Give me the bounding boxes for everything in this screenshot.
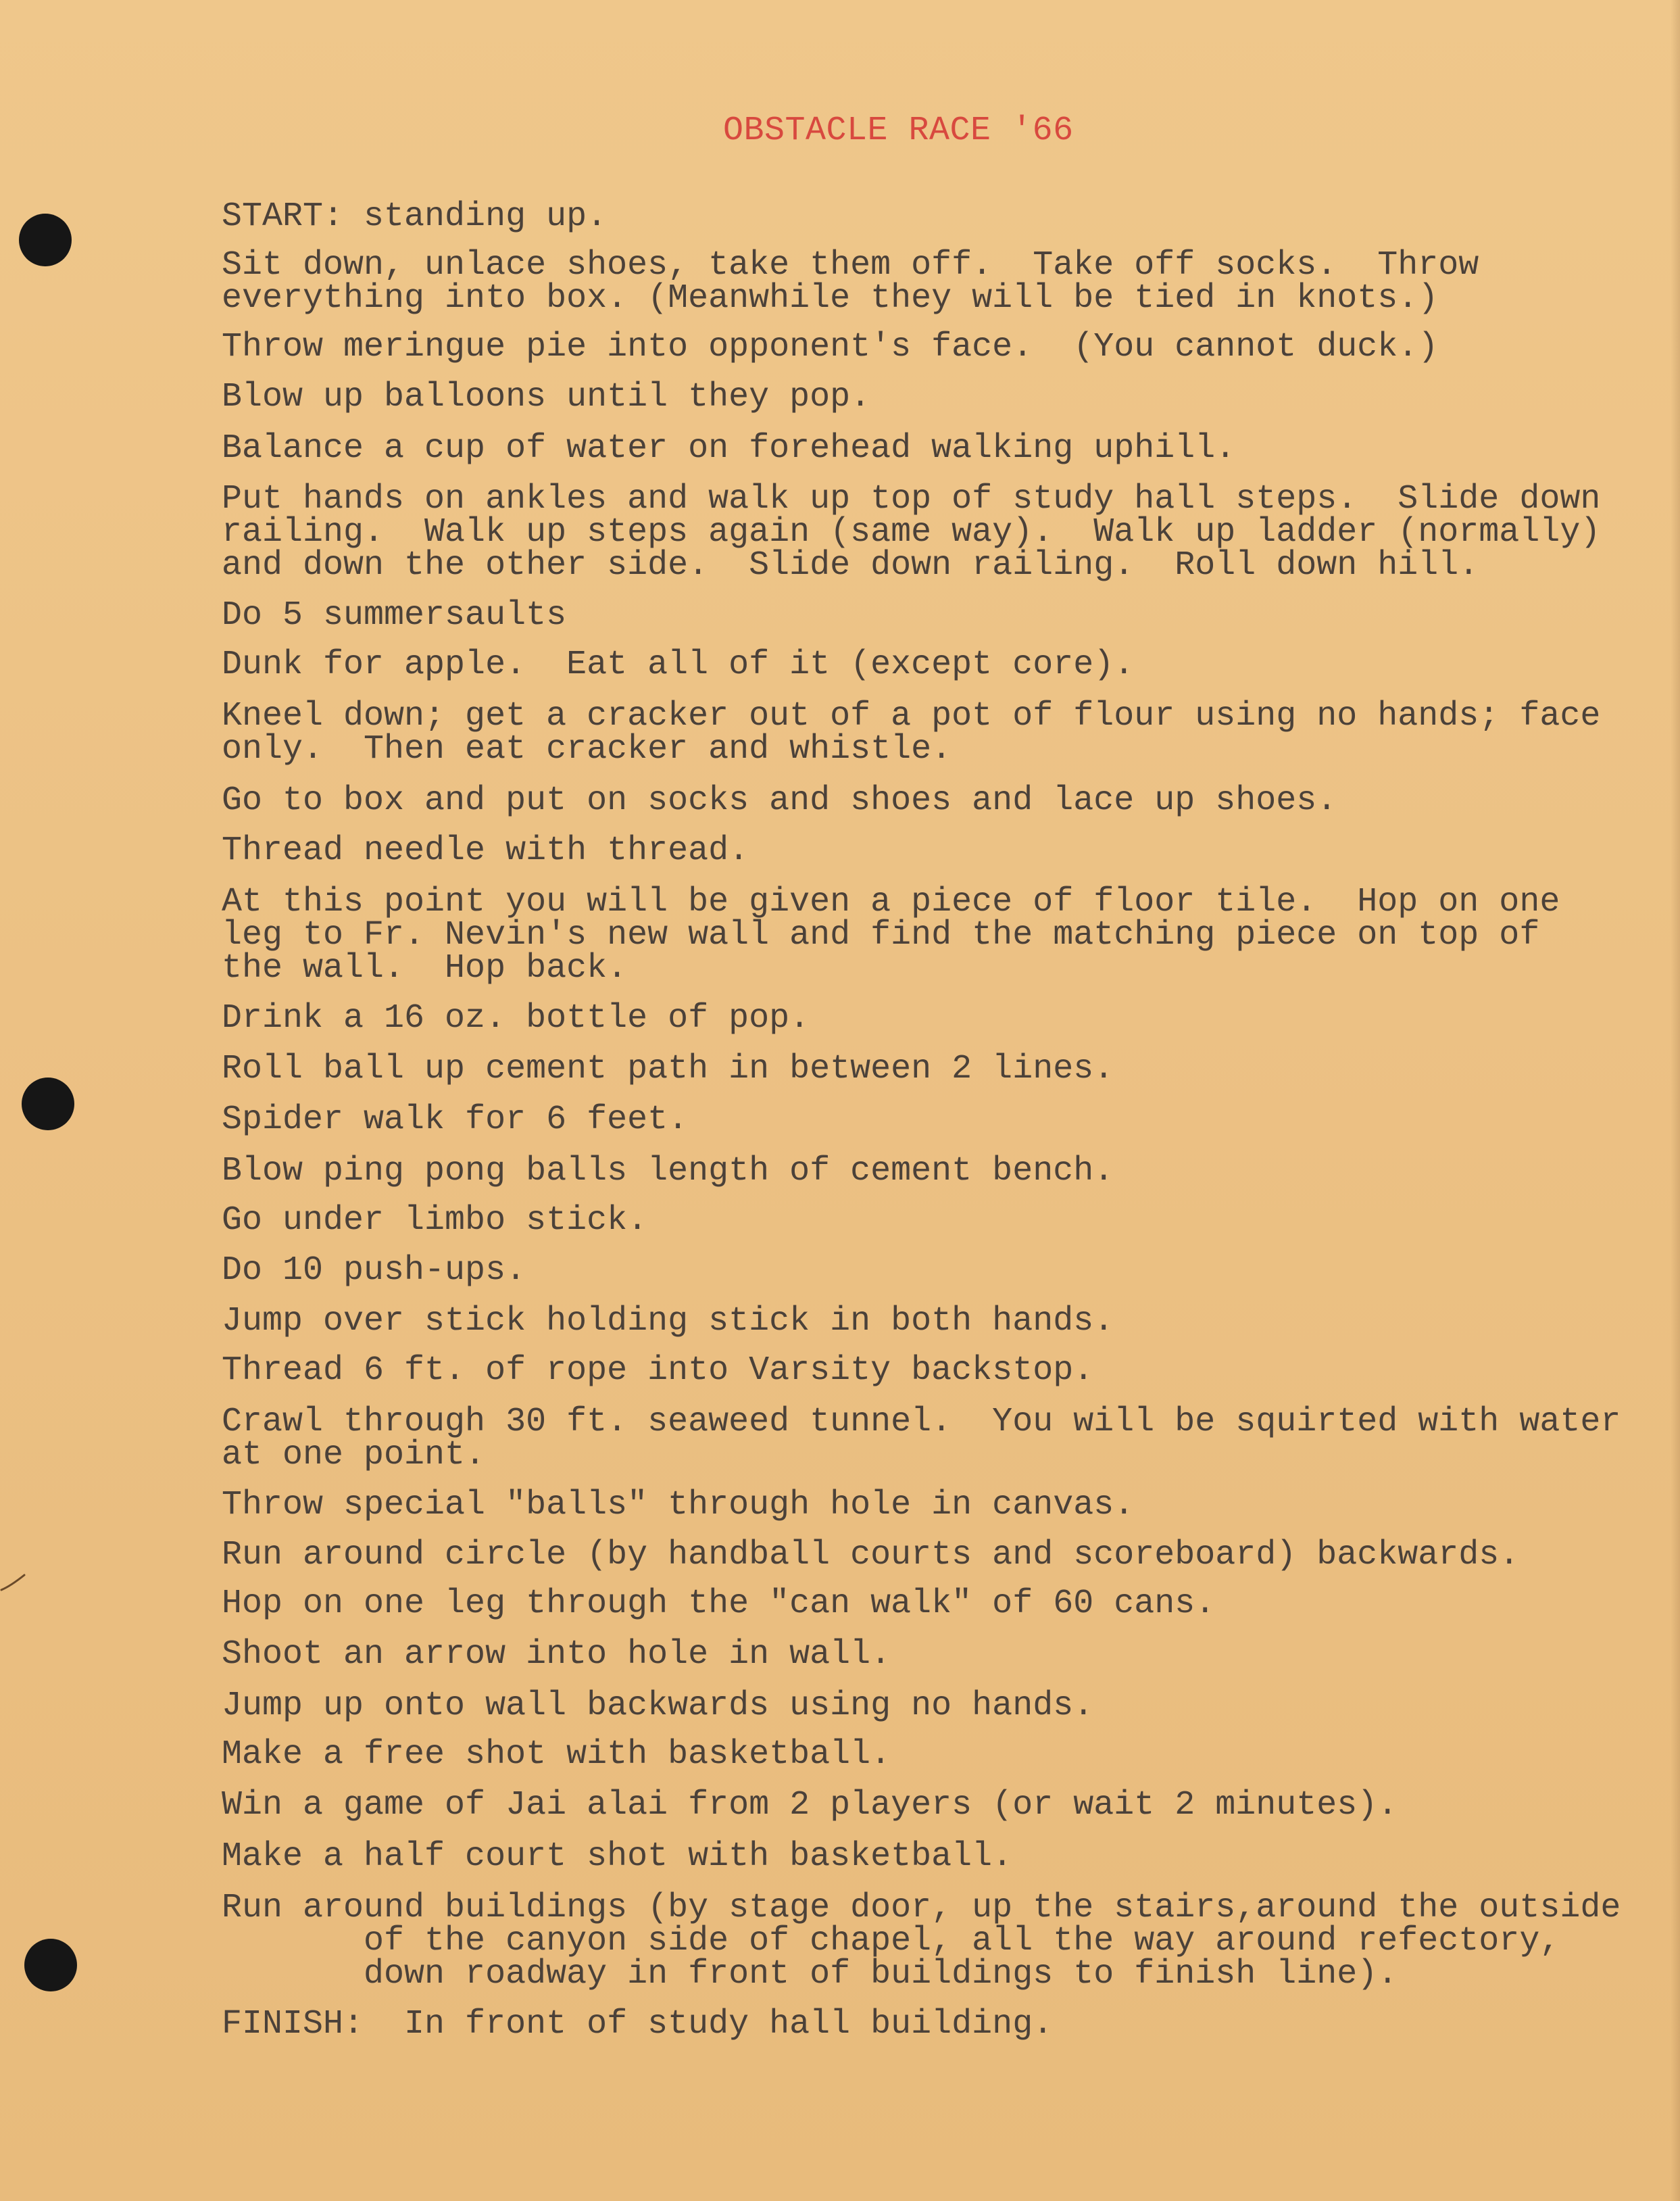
obstacle-entry [222, 1251, 526, 1290]
obstacle-entry-line: everything into box. (Meanwhile they will be tied in knots.) [222, 279, 1439, 318]
obstacle-entry-line: of the canyon side of chapel, all the way around refectory, [222, 1922, 1560, 1960]
obstacle-entry [222, 480, 1601, 585]
obstacle-entry-line: Blow up balloons until they pop. [222, 378, 871, 416]
obstacle-entry-line: Do 10 push-ups. [222, 1251, 526, 1290]
obstacle-entry-line: Drink a 16 oz. bottle of pop. [222, 999, 810, 1038]
obstacle-entry [222, 1585, 1216, 1623]
obstacle-entry-line: the wall. Hop back. [222, 949, 628, 988]
obstacle-entry-line: START: standing up. [222, 197, 608, 236]
obstacle-entry-line: Thread needle with thread. [222, 831, 749, 870]
obstacle-entry [222, 1100, 689, 1139]
obstacle-entry [222, 646, 1135, 684]
obstacle-entry-line: Run around circle (by handball courts and scoreboard) backwards. [222, 1536, 1520, 1574]
punch-hole-top [19, 214, 72, 266]
obstacle-entry-line: Blow ping pong balls length of cement bench. [222, 1152, 1114, 1190]
obstacle-entry [222, 246, 1479, 318]
obstacle-entry [222, 1536, 1520, 1574]
obstacle-entry-line: Throw special "balls" through hole in canvas. [222, 1486, 1135, 1524]
obstacle-entry [222, 781, 1337, 820]
obstacle-entry-line: down roadway in front of buildings to finish line). [222, 1955, 1398, 1993]
obstacle-entry-line: Run around buildings (by stage door, up the stairs,around the outside [222, 1889, 1621, 1927]
obstacle-entry-line: Spider walk for 6 feet. [222, 1100, 689, 1139]
obstacle-entry-line: At this point you will be given a piece of floor tile. Hop on one [222, 883, 1560, 921]
obstacle-entry [222, 1486, 1135, 1524]
pencil-tick-mark [0, 1567, 27, 1594]
obstacle-entry [222, 378, 871, 416]
obstacle-entry [222, 596, 567, 635]
obstacle-entry-line: Go to box and put on socks and shoes and lace up shoes. [222, 781, 1337, 820]
obstacle-entry-line: at one point. [222, 1436, 486, 1474]
obstacle-entry [222, 328, 1439, 366]
obstacle-entry [222, 1687, 1094, 1725]
obstacle-entry-line: Go under limbo stick. [222, 1201, 648, 1240]
obstacle-entry-line: and down the other side. Slide down railing. Roll down hill. [222, 546, 1479, 585]
obstacle-entry [222, 1837, 1013, 1876]
obstacle-entry-line: Make a free shot with basketball. [222, 1735, 891, 1774]
obstacle-entry [222, 197, 608, 236]
obstacle-entry [222, 2005, 1054, 2043]
obstacle-entry-line: Dunk for apple. Eat all of it (except core). [222, 646, 1135, 684]
obstacle-entry-line: Sit down, unlace shoes, take them off. Take off socks. Throw [222, 246, 1479, 285]
obstacle-entry-line: Shoot an arrow into hole in wall. [222, 1635, 891, 1674]
obstacle-entry-line: Make a half court shot with basketball. [222, 1837, 1013, 1876]
obstacle-entry [222, 999, 810, 1038]
obstacle-entry-line: railing. Walk up steps again (same way). Walk up ladder (normally) [222, 513, 1601, 552]
obstacle-entry-line: Balance a cup of water on forehead walking uphill. [222, 429, 1236, 468]
obstacle-entry-line: Roll ball up cement path in between 2 lines. [222, 1050, 1114, 1088]
punch-hole-middle [22, 1078, 74, 1130]
obstacle-entry-line: Hop on one leg through the "can walk" of 60 cans. [222, 1585, 1216, 1623]
obstacle-entry [222, 831, 749, 870]
obstacle-entry-line: Thread 6 ft. of rope into Varsity backstop. [222, 1351, 1094, 1390]
obstacle-entry-line: FINISH: In front of study hall building. [222, 2005, 1054, 2043]
obstacle-entry [222, 1891, 1621, 1991]
obstacle-entry [222, 1351, 1094, 1390]
obstacle-entry [222, 697, 1601, 769]
punch-hole-bottom [24, 1939, 77, 1991]
obstacle-entry-line: Crawl through 30 ft. seaweed tunnel. You will be squirted with water [222, 1403, 1621, 1441]
obstacle-entry-line: Do 5 summersaults [222, 596, 567, 635]
obstacle-entry [222, 1050, 1114, 1088]
obstacle-entry [222, 1786, 1398, 1824]
paper-right-edge [1671, 0, 1680, 2201]
obstacle-entry-line: Win a game of Jai alai from 2 players (or wait 2 minutes). [222, 1786, 1398, 1824]
obstacle-entry [222, 1302, 1114, 1340]
obstacle-entry [222, 883, 1560, 988]
obstacle-entry-line: Jump up onto wall backwards using no hands. [222, 1687, 1094, 1725]
obstacle-entry [222, 429, 1236, 468]
obstacle-entry-line: Kneel down; get a cracker out of a pot of flour using no hands; face [222, 697, 1601, 735]
obstacle-entry-line: leg to Fr. Nevin's new wall and find the matching piece on top of [222, 916, 1540, 954]
obstacle-entry-line: Throw meringue pie into opponent's face. (You cannot duck.) [222, 328, 1439, 366]
obstacle-entry [222, 1635, 891, 1674]
obstacle-entry-line: Put hands on ankles and walk up top of study hall steps. Slide down [222, 480, 1601, 518]
obstacle-entry-line: Jump over stick holding stick in both hands. [222, 1302, 1114, 1340]
document-title: OBSTACLE RACE '66 [723, 112, 1074, 150]
obstacle-entry [222, 1735, 891, 1774]
obstacle-entry-line: only. Then eat cracker and whistle. [222, 730, 952, 769]
obstacle-entry [222, 1405, 1621, 1472]
obstacle-entry [222, 1152, 1114, 1190]
obstacle-entry [222, 1201, 648, 1240]
